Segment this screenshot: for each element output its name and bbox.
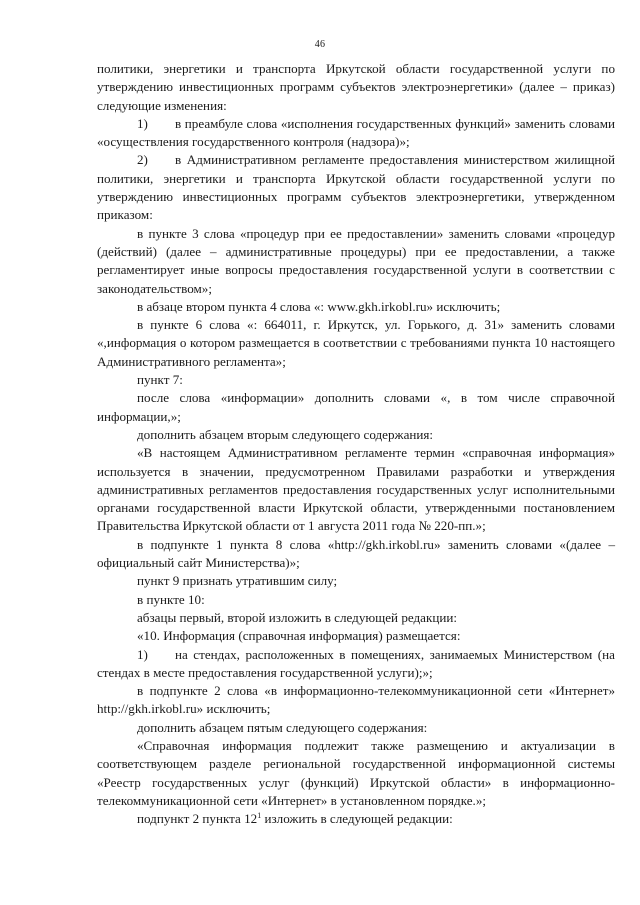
paragraph: пункт 7: xyxy=(137,372,183,388)
paragraph: в пункте 10: xyxy=(137,591,205,607)
paragraph: политики, энергетики и транспорта Иркутской области государственной услуги по утверждению инвестиционных программ субъектов электроэнергетики» (далее – приказ) следующие изменения: xyxy=(97,61,615,113)
paragraph xyxy=(97,810,615,828)
list-item-text: в Административном регламенте предоставления министерством жилищной политики, энергетики и транспорта Иркутской области государственной услуги по утверждению инвестиционных программ субъектов электроэнергетики, утвержденном приказом: xyxy=(97,152,615,223)
list-number: 1) xyxy=(137,115,148,131)
list-item-text: на стендах, расположенных в помещениях, занимаемых Министерством (на стендах в месте предоставления государственной услуги);»; xyxy=(97,646,615,680)
paragraph: «Справочная информация подлежит также размещению и актуализации в соответствующем разделе региональной государственной информационной системы «Реестр государственных услуг (функций) Иркутской области» в информационно-телекоммуникационной сети «Интернет» в установленном порядке.»; xyxy=(97,737,615,808)
paragraph: в абзаце втором пункта 4 слова «: www.gkh.irkobl.ru» исключить; xyxy=(137,298,501,314)
list-item xyxy=(97,115,615,152)
list-number: 1) xyxy=(137,646,148,662)
paragraph: дополнить абзацем пятым следующего содержания: xyxy=(137,719,428,735)
paragraph-text-tail: изложить в следующей редакции: xyxy=(261,811,453,827)
paragraph-text: подпункт 2 пункта 12 xyxy=(137,811,258,827)
paragraph: после слова «информации» дополнить словами «, в том числе справочной информации,»; xyxy=(97,390,615,424)
document-body xyxy=(97,60,615,828)
paragraph: в пункте 3 слова «процедур при ее предоставлении» заменить словами «процедур (действий) (далее – административные процедуры) при ее предоставлении, а также регламентирует иные вопросы предоставления государственной услуги в соответствии с законодательством»; xyxy=(97,225,615,296)
paragraph: «10. Информация (справочная информация) размещается: xyxy=(137,628,461,644)
superscript: 1 xyxy=(257,811,262,821)
paragraph: в подпункте 2 слова «в информационно-телекоммуникационной сети «Интернет» http://gkh.irkobl.ru» исключить; xyxy=(97,683,615,717)
paragraph: пункт 9 признать утратившим силу; xyxy=(137,573,338,589)
list-item-text: в преамбуле слова «исполнения государственных функций» заменить словами «осуществления государственного контроля (надзора)»; xyxy=(97,115,615,150)
page-number: 46 xyxy=(314,39,326,50)
paragraph: в подпункте 1 пункта 8 слова «http://gkh.irkobl.ru» заменить словами «(далее – официальный сайт Министерства)»; xyxy=(97,536,615,571)
list-number: 2) xyxy=(137,152,148,168)
paragraph: дополнить абзацем вторым следующего содержания: xyxy=(137,426,434,442)
paragraph: «В настоящем Административном регламенте термин «справочная информация» используется в значении, предусмотренном Правилами разработки и утверждения административных регламентов предоставления государственных услуг исполнительными органами государственной власти Иркутской области, утвержденными постановлением Правительства Иркутской области от 1 августа 2011 года № 220-пп.»; xyxy=(97,445,615,534)
list-item xyxy=(97,151,615,224)
list-item xyxy=(97,646,615,683)
paragraph: в пункте 6 слова «: 664011, г. Иркутск, ул. Горького, д. 31» заменить словами «,информация о котором размещается в соответствии с требованиями пункта 10 настоящего Административного регламента»; xyxy=(97,317,615,369)
paragraph: абзацы первый, второй изложить в следующей редакции: xyxy=(137,609,458,625)
